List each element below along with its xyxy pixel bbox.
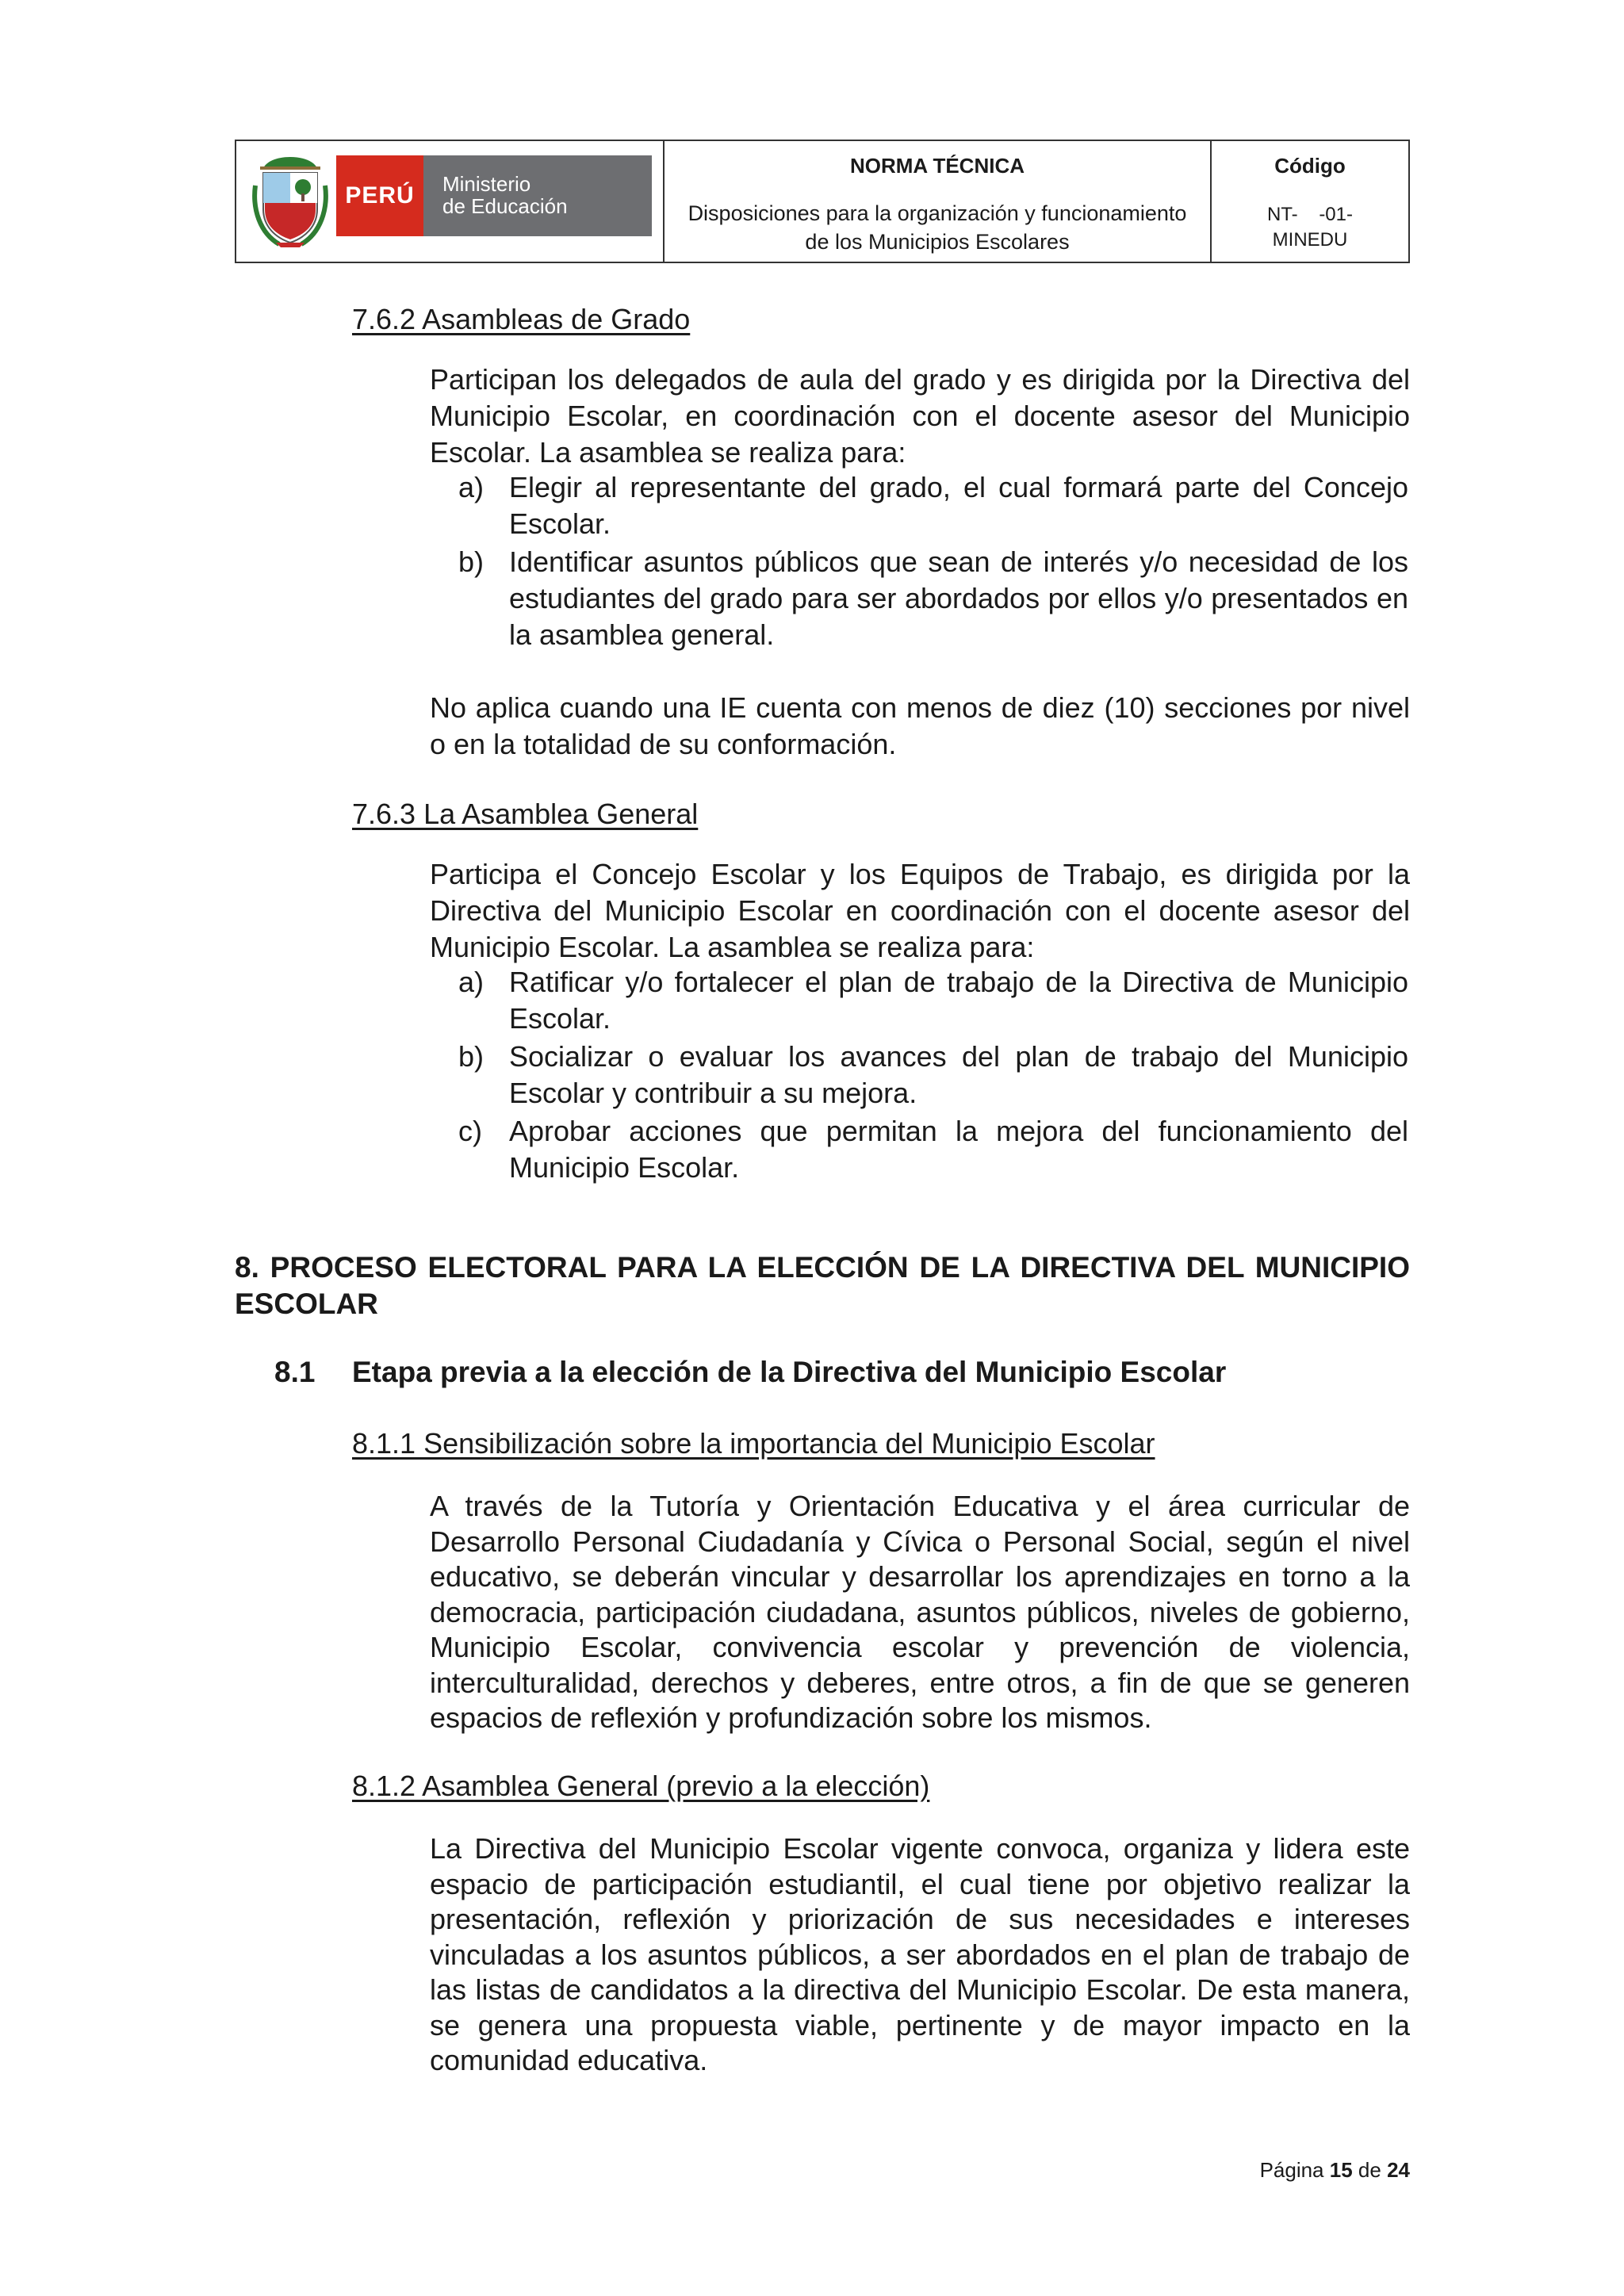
peru-coat-of-arms-icon (252, 154, 328, 249)
peru-logo-block: PERÚ (336, 155, 423, 236)
section-812-heading: 8.1.2 Asamblea General (previo a la elección) (352, 1770, 930, 1802)
code-value: NT- -01- MINEDU (1266, 204, 1358, 251)
list-item (458, 1039, 1410, 1112)
page-total: 24 (1387, 2158, 1410, 2182)
doc-type: NORMA TÉCNICA (849, 154, 1025, 178)
section-763-heading: 7.6.3 La Asamblea General (352, 798, 699, 830)
list-item-label: a) (458, 471, 485, 503)
section-762-note: No aplica cuando una IE cuenta con menos de diez (10) secciones por nivel o en la totalidad de su conformación. (430, 691, 1410, 760)
ministerio-logo-block (423, 155, 652, 236)
section-811-heading: 8.1.1 Sensibilización sobre la importancia del Municipio Escolar (352, 1427, 1155, 1460)
page-label: Página (1259, 2158, 1324, 2182)
section-8-heading: 8. PROCESO ELECTORAL PARA LA ELECCIÓN DE LA DIRECTIVA DEL MUNICIPIO ESCOLAR (235, 1251, 1410, 1320)
header-logo-cell (236, 141, 665, 262)
list-item-text: Ratificar y/o fortalecer el plan de trabajo de la Directiva de Municipio Escolar. (509, 966, 1408, 1035)
list-item (458, 1113, 1410, 1186)
section-811-body: A través de la Tutoría y Orientación Educativa y el área curricular de Desarrollo Personal Ciudadanía y Cívica o Personal Social, según el nivel educativo, se deberán vincular y desarrollar los aprendizajes en torno a la democracia, participación ciudadana, asuntos públicos, niveles de gobierno, Municipio Escolar, convivencia escolar y prevención de violencia, interculturalidad, derechos y deberes, entre otros, a fin de que se generen espacios de reflexión y profundización sobre los mismos. (430, 1490, 1410, 1734)
list-item-text: Socializar o evaluar los avances del plan de trabajo del Municipio Escolar y contribuir a su mejora. (509, 1040, 1408, 1109)
list-item (458, 964, 1410, 1037)
header-title-cell (665, 141, 1212, 262)
section-762-intro: Participan los delegados de aula del grado y es dirigida por la Directiva del Municipio Escolar, en coordinación con el docente asesor del Municipio Escolar. La asamblea se realiza para: (430, 363, 1410, 469)
section-812-body: La Directiva del Municipio Escolar vigente convoca, organiza y lidera este espacio de participación estudiantil, el cual tiene por objetivo realizar la presentación, reflexión y priorización de sus necesidades e intereses vinculadas a los asuntos públicos, a ser abordados en el plan de trabajo de las listas de candidatos a la directiva del Municipio Escolar. De esta manera, se genera una propuesta viable, pertinente y de mayor impacto en la comunidad educativa. (430, 1832, 1410, 2076)
section-762-heading: 7.6.2 Asambleas de Grado (352, 303, 691, 335)
page-current: 15 (1329, 2158, 1353, 2182)
list-item-text: Aprobar acciones que permitan la mejora del funcionamiento del Municipio Escolar. (509, 1115, 1408, 1184)
list-item-text: Elegir al representante del grado, el cual formará parte del Concejo Escolar. (509, 471, 1408, 540)
list-item-label: a) (458, 966, 485, 998)
list-item (458, 469, 1410, 542)
document-header (235, 140, 1410, 263)
header-code-cell (1212, 141, 1408, 262)
section-81-heading: Etapa previa a la elección de la Directiva del Municipio Escolar (352, 1356, 1227, 1388)
ministerio-line-1: Ministerio (442, 172, 531, 196)
page-number (1260, 2158, 1410, 2183)
ministerio-line-2: de Educación (442, 194, 568, 218)
section-81-number: 8.1 (274, 1356, 316, 1388)
doc-title: Disposiciones para la organización y funcionamiento de los Municipios Escolares (688, 201, 1187, 254)
section-763-intro: Participa el Concejo Escolar y los Equipos de Trabajo, es dirigida por la Directiva del Municipio Escolar en coordinación con el docente asesor del Municipio Escolar. La asamblea se realiza para: (430, 858, 1410, 963)
list-item (458, 544, 1410, 655)
page-of: de (1358, 2158, 1381, 2182)
list-item-label: b) (458, 1040, 485, 1073)
list-item-label: c) (458, 1115, 482, 1147)
code-label: Código (1274, 154, 1346, 178)
minedu-logo (247, 149, 652, 255)
list-item-label: b) (458, 545, 485, 578)
list-item-text: Identificar asuntos públicos que sean de interés y/o necesidad de los estudiantes del grado para ser abordados por ellos y/o presentados en la asamblea general. (509, 545, 1408, 651)
